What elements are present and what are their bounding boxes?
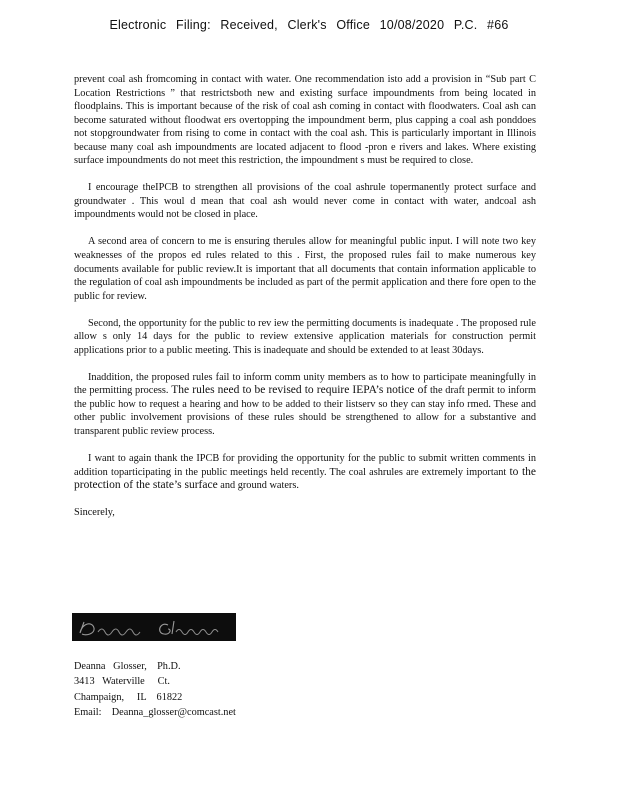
signature-stroke (80, 622, 94, 635)
paragraph-text: the draft permit to inform the public how to request a hearing and how to be added to their listserv so they can stay info rmed. These and other public involvement provisions of these rules should be strengthened to allow for a substantive and transparent public review process. (74, 385, 536, 438)
paragraph-text: Second, the opportunity for the public to rev iew the permitting documents is inadequate . The proposed rule allow s only 14 days for the public to review extensive application materials for construction permit applications prior to a public meeting. This is inadequate and should be extended to at least 30days. (74, 317, 536, 356)
signer-name: Deanna Glosser, Ph.D. (74, 661, 181, 672)
signature-image (72, 613, 236, 641)
paragraph-text: A second area of concern to me is ensuring therules allow for meaningful public input. I will note two key weaknesses of the propos ed rules related to this . First, the proposed rules fail to make numerous key documents available for public review.It is important that all documents that contain information applicable to the regulation of coal ash impoundments be included as part of the permit application and there fore open to the public for review. (74, 236, 536, 302)
signature-stroke (160, 621, 174, 634)
signature-stroke (176, 630, 218, 635)
paragraph-text: I want to again thank the IPCB for providing the opportunity for the public to submit written comments in addition toparticipating in the public meetings held recently. The coal ashrules are extremely important (74, 453, 536, 478)
paragraph-text: prevent coal ash fromcoming in contact with water. One recommendation isto add a provision in “Sub part C Location Restrictions ” that restrictsboth new and existing surface impoundments from being located in floodplains. This is important because of the risk of coal ash coming in contact with floodwaters. Coal ash can become saturated without floodwat ers overtopping the impoundment berm, plus capping a coal ash ponddoes not stopgroundwater from rising to come in contact with the coal ash. This is particularly important in Illinois because many coal ash impoundments are located adjacent to flood -pron e rivers and lakes. Where existing surface impoundments do not meet this restriction, the impoundment s must be required to close. (74, 74, 536, 167)
paragraph-thanks (74, 452, 536, 493)
paragraph-strengthen (74, 181, 536, 222)
filing-header: Electronic Filing: Received, Clerk's Office 10/08/2020 P.C. #66 (109, 18, 509, 32)
signature-block (74, 659, 236, 720)
street-address: 3413 Waterville Ct. (74, 676, 170, 688)
paragraph-public-input (74, 235, 536, 303)
paragraph-text: I encourage theIPCB to strengthen all provisions of the coal ashrule topermanently protect surface and groundwater . This woul d mean that coal ash would never come in contact with water, andcoal ash impoundments would not be closed in place. (74, 182, 536, 221)
paragraph-text: and ground waters. (217, 480, 299, 492)
paragraph-emphasis-text: to the protection of the state’s surface (74, 465, 536, 492)
paragraph-notice (74, 371, 536, 439)
letter-body (74, 73, 536, 520)
paragraph-floodplains (74, 73, 536, 168)
signature-stroke (98, 629, 140, 635)
paragraph-text: Inaddition, the proposed rules fail to inform comm unity members as to how to participate meaningfully in the permitting process. (74, 371, 536, 397)
email-address: Email: Deanna_glosser@comcast.net (74, 706, 236, 718)
paragraph-emphasis-text: The rules need to be revised to require IEPA’s notice of (171, 384, 428, 397)
handwritten-signature (72, 613, 236, 641)
city-state-zip: Champaign, IL 61822 (74, 691, 183, 703)
closing-salutation: Sincerely, (74, 507, 115, 519)
paragraph-review-period (74, 317, 536, 358)
